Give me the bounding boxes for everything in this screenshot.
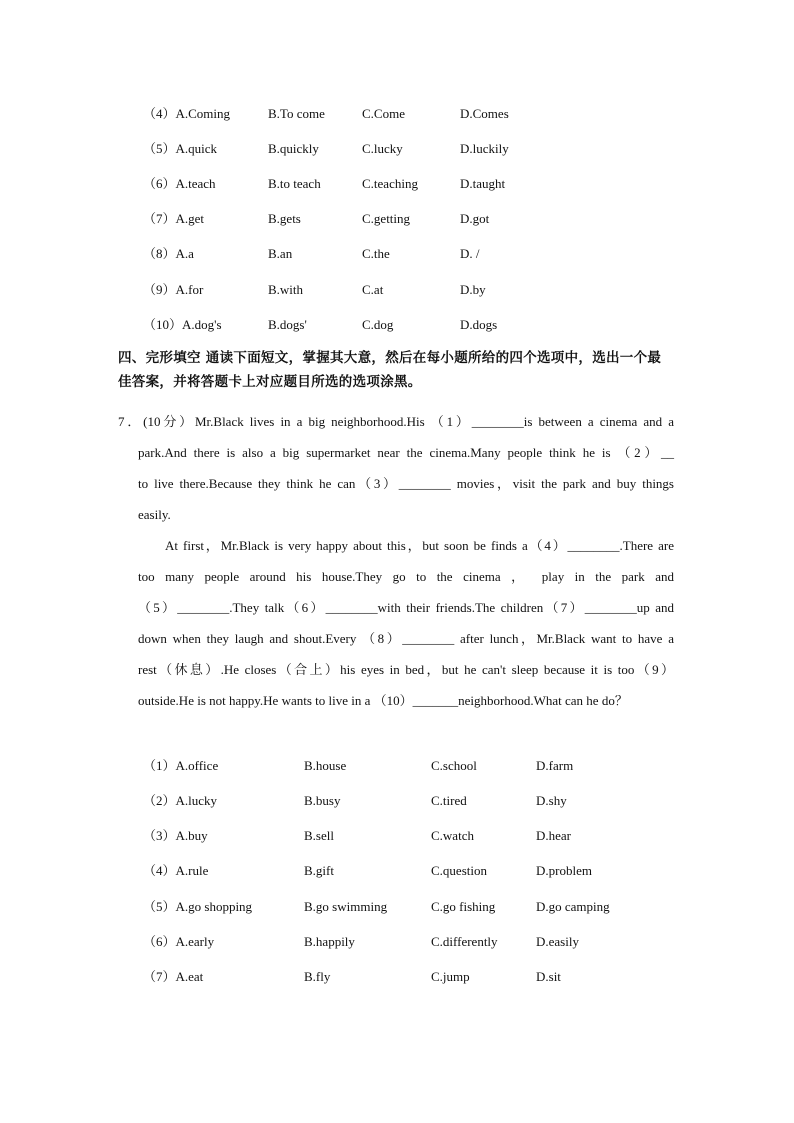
option-d: D.by: [460, 282, 486, 297]
option-b: B.to teach: [268, 176, 321, 191]
option-d: D.easily: [536, 934, 579, 949]
option-b: B.gets: [268, 211, 301, 226]
option-d: D.farm: [536, 758, 574, 773]
option-a: （5）A.go shopping: [143, 899, 253, 914]
option-b: B.with: [268, 282, 304, 297]
passage-line: easily.: [138, 507, 171, 522]
option-c: C.at: [362, 282, 384, 297]
option-d: D.taught: [460, 176, 506, 191]
option-d: D.hear: [536, 828, 572, 843]
option-a: （10）A.dog's: [143, 317, 222, 332]
option-c: C.lucky: [362, 141, 403, 156]
option-c: C.Come: [362, 106, 405, 121]
passage-line: down when they laugh and shout.Every （8）________ after lunch，Mr.Black want to have a: [138, 631, 674, 646]
option-row: [0, 827, 794, 845]
option-row: [0, 862, 794, 880]
option-row: [0, 757, 794, 775]
option-c: C.school: [431, 758, 477, 773]
option-b: B.sell: [304, 828, 334, 843]
option-c: C.differently: [431, 934, 498, 949]
option-row: [0, 933, 794, 951]
option-a: （2）A.lucky: [143, 793, 218, 808]
option-a: （3）A.buy: [143, 828, 208, 843]
option-b: B.an: [268, 246, 293, 261]
option-c: C.tired: [431, 793, 467, 808]
section-heading: [118, 346, 678, 394]
option-b: B.gift: [304, 863, 334, 878]
option-d: D.Comes: [460, 106, 509, 121]
passage-line: rest（休息）.He closes（合上）his eyes in bed，but he can't sleep because it is too（9）: [138, 662, 674, 677]
option-d: D.dogs: [460, 317, 498, 332]
option-c: C.dog: [362, 317, 394, 332]
passage-line: （5）________.They talk（6）________with their friends.The children（7）________up and: [138, 600, 674, 615]
section-heading-line: 佳答案，并将答题卡上对应题目所选的选项涂黑。: [118, 374, 422, 390]
option-row: [0, 281, 794, 299]
option-c: C.go fishing: [431, 899, 496, 914]
option-c: C.getting: [362, 211, 411, 226]
option-a: （6）A.teach: [143, 176, 216, 191]
option-a: （6）A.early: [143, 934, 215, 949]
option-b: B.busy: [304, 793, 341, 808]
option-d: D.sit: [536, 969, 561, 984]
option-row: [0, 968, 794, 986]
passage-line: too many people around his house.They go to the cinema ， play in the park and: [138, 569, 674, 584]
option-a: （8）A.a: [143, 246, 194, 261]
option-row: [0, 140, 794, 158]
option-row: [0, 210, 794, 228]
option-d: D.shy: [536, 793, 567, 808]
option-d: D. /: [460, 246, 480, 261]
option-c: C.the: [362, 246, 390, 261]
option-d: D.got: [460, 211, 490, 226]
option-d: D.problem: [536, 863, 592, 878]
option-a: （4）A.rule: [143, 863, 209, 878]
option-a: （5）A.quick: [143, 141, 218, 156]
option-c: C.question: [431, 863, 487, 878]
passage-line: to live there.Because they think he can（3）________ movies，visit the park and buy things: [138, 476, 674, 491]
option-a: （4）A.Coming: [143, 106, 231, 121]
option-row: [0, 105, 794, 123]
option-row: [0, 792, 794, 810]
option-b: B.To come: [268, 106, 325, 121]
option-d: D.go camping: [536, 899, 610, 914]
option-row: [0, 898, 794, 916]
option-c: C.jump: [431, 969, 470, 984]
option-a: （1）A.office: [143, 758, 219, 773]
option-b: B.quickly: [268, 141, 319, 156]
option-d: D.luckily: [460, 141, 509, 156]
section-heading-line: 四、完形填空 通读下面短文，掌握其大意，然后在每小题所给的四个选项中，选出一个最: [118, 350, 662, 366]
option-row: [0, 175, 794, 193]
option-c: C.teaching: [362, 176, 418, 191]
option-a: （9）A.for: [143, 282, 204, 297]
option-row: [0, 245, 794, 263]
option-c: C.watch: [431, 828, 474, 843]
option-b: B.fly: [304, 969, 331, 984]
option-b: B.go swimming: [304, 899, 388, 914]
passage-line: 7．(10分）Mr.Black lives in a big neighborhood.His （1）________is between a cinema and a: [118, 414, 674, 429]
passage-line: outside.He is not happy.He wants to live in a （10）_______neighborhood.What can he do？: [138, 693, 628, 708]
option-a: （7）A.eat: [143, 969, 204, 984]
passage-line: park.And there is also a big supermarket near the cinema.Many people think he is （2）__: [138, 445, 674, 460]
option-b: B.house: [304, 758, 347, 773]
option-a: （7）A.get: [143, 211, 205, 226]
option-b: B.happily: [304, 934, 355, 949]
option-row: [0, 316, 794, 334]
passage-line: At first，Mr.Black is very happy about this，but soon be finds a（4）________.There are: [165, 538, 674, 553]
option-b: B.dogs': [268, 317, 307, 332]
